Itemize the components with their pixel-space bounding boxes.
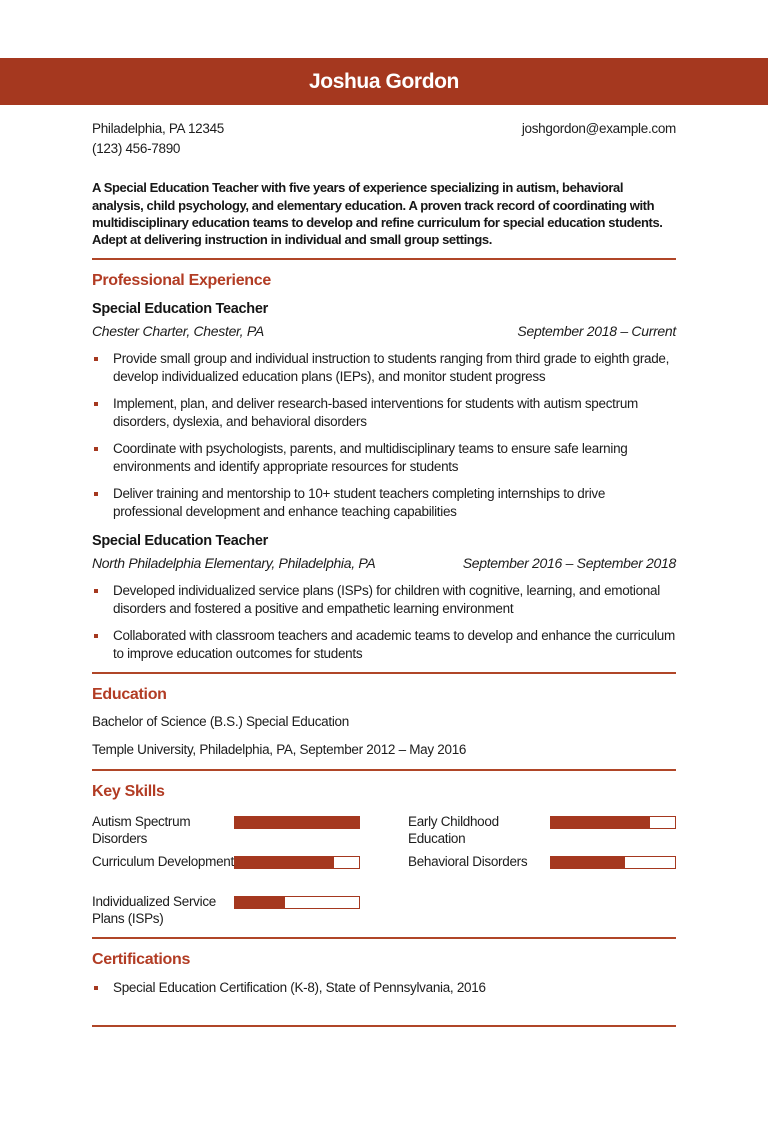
resume-page	[0, 58, 768, 1145]
bullet-icon	[94, 492, 98, 496]
page-title: Joshua Gordon	[309, 69, 459, 93]
bullet-text: Developed individualized service plans (ISPs) for children with cognitive, learning, and emotional disorders and fostered a positive and empathetic learning environment	[113, 582, 660, 616]
skill-bar-fill	[235, 857, 334, 868]
certification-list	[92, 979, 676, 997]
skill-label: Individualized Service Plans (ISPs)	[92, 893, 216, 926]
bullet-text: Coordinate with psychologists, parents, and multidisciplinary teams to ensure safe learning environments and identify appropriate resources for students	[113, 441, 628, 475]
skill-bar-fill	[235, 817, 359, 828]
job-entry	[92, 301, 676, 522]
skill-item	[92, 814, 360, 848]
skill-bar	[234, 896, 360, 909]
skill-item	[408, 814, 676, 848]
bullet-item	[92, 582, 676, 618]
bullet-text: Provide small group and individual instruction to students ranging from third grade to eighth grade, develop individualized education plans (IEPs), and monitor student progress	[113, 350, 670, 385]
skill-bar-fill	[551, 817, 650, 828]
resume-content	[0, 119, 768, 1027]
skill-bar-fill	[551, 857, 625, 868]
section-divider	[92, 672, 676, 674]
bullet-icon	[94, 402, 98, 406]
header-bar	[0, 58, 768, 105]
bullet-text: Implement, plan, and deliver research-based interventions for students with autism spectrum disorders, dyslexia, and behavioral disorders	[113, 396, 638, 430]
job-bullet-list	[92, 582, 676, 663]
bullet-icon	[94, 589, 98, 593]
section-heading-skills: Key Skills	[92, 782, 165, 800]
bullet-item	[92, 440, 676, 476]
skills-grid	[92, 814, 676, 928]
contact-location: Philadelphia, PA 12345	[92, 121, 225, 136]
section-divider	[92, 258, 676, 260]
section-divider	[92, 937, 676, 939]
bullet-text: Deliver training and mentorship to 10+ student teachers completing internships to drive professional development and enhance teaching capabilities	[113, 486, 606, 520]
skill-label: Behavioral Disorders	[408, 853, 528, 869]
bullet-text: Collaborated with classroom teachers and academic teams to develop and enhance the curriculum to improve education outcomes for students	[113, 627, 675, 661]
education-degree: Bachelor of Science (B.S.) Special Education	[92, 714, 349, 730]
section-divider	[92, 769, 676, 771]
contact-phone: (123) 456-7890	[92, 140, 181, 156]
skill-label: Curriculum Development	[92, 853, 234, 869]
contact-email: joshgordon@example.com	[521, 121, 676, 136]
skill-item	[92, 854, 360, 888]
bullet-icon	[94, 986, 98, 990]
skill-bar	[550, 856, 676, 869]
bullet-item	[92, 627, 676, 663]
job-title: Special Education Teacher	[92, 300, 268, 317]
bullet-item	[92, 979, 676, 997]
bullet-item	[92, 485, 676, 521]
section-heading-certifications: Certifications	[92, 950, 191, 968]
job-dates: September 2016 – September 2018	[462, 554, 676, 571]
skill-bar	[234, 816, 360, 829]
certification-text: Special Education Certification (K-8), State of Pennsylvania, 2016	[113, 979, 486, 995]
skill-label: Early Childhood Education	[408, 813, 499, 846]
bullet-icon	[94, 447, 98, 451]
bullet-icon	[94, 357, 98, 361]
bullet-item	[92, 350, 676, 386]
bullet-icon	[94, 634, 98, 638]
skill-item	[408, 854, 676, 888]
job-employer: Chester Charter, Chester, PA	[92, 322, 264, 339]
skill-bar	[550, 816, 676, 829]
job-entry	[92, 533, 676, 664]
bottom-divider	[92, 1025, 676, 1027]
contact-block	[92, 119, 676, 158]
section-heading-experience: Professional Experience	[92, 271, 271, 289]
job-dates: September 2018 – Current	[517, 322, 676, 339]
skill-bar	[234, 856, 360, 869]
bullet-item	[92, 395, 676, 431]
job-employer: North Philadelphia Elementary, Philadelphia, PA	[92, 554, 376, 571]
section-heading-education: Education	[92, 686, 167, 704]
skill-item	[92, 894, 360, 928]
summary-paragraph: A Special Education Teacher with five years of experience specializing in autism, behavioral analysis, child psychology, and elementary education. A proven track record of coordinating with multidisciplinary education teams to develop and refine curriculum for special education students. Adept at delivering instruction in individual and small group settings.	[92, 180, 663, 248]
skill-label: Autism Spectrum Disorders	[92, 813, 191, 846]
job-title: Special Education Teacher	[92, 532, 268, 549]
skill-bar-fill	[235, 897, 285, 908]
education-school: Temple University, Philadelphia, PA, September 2012 – May 2016	[92, 741, 467, 757]
job-bullet-list	[92, 350, 676, 522]
